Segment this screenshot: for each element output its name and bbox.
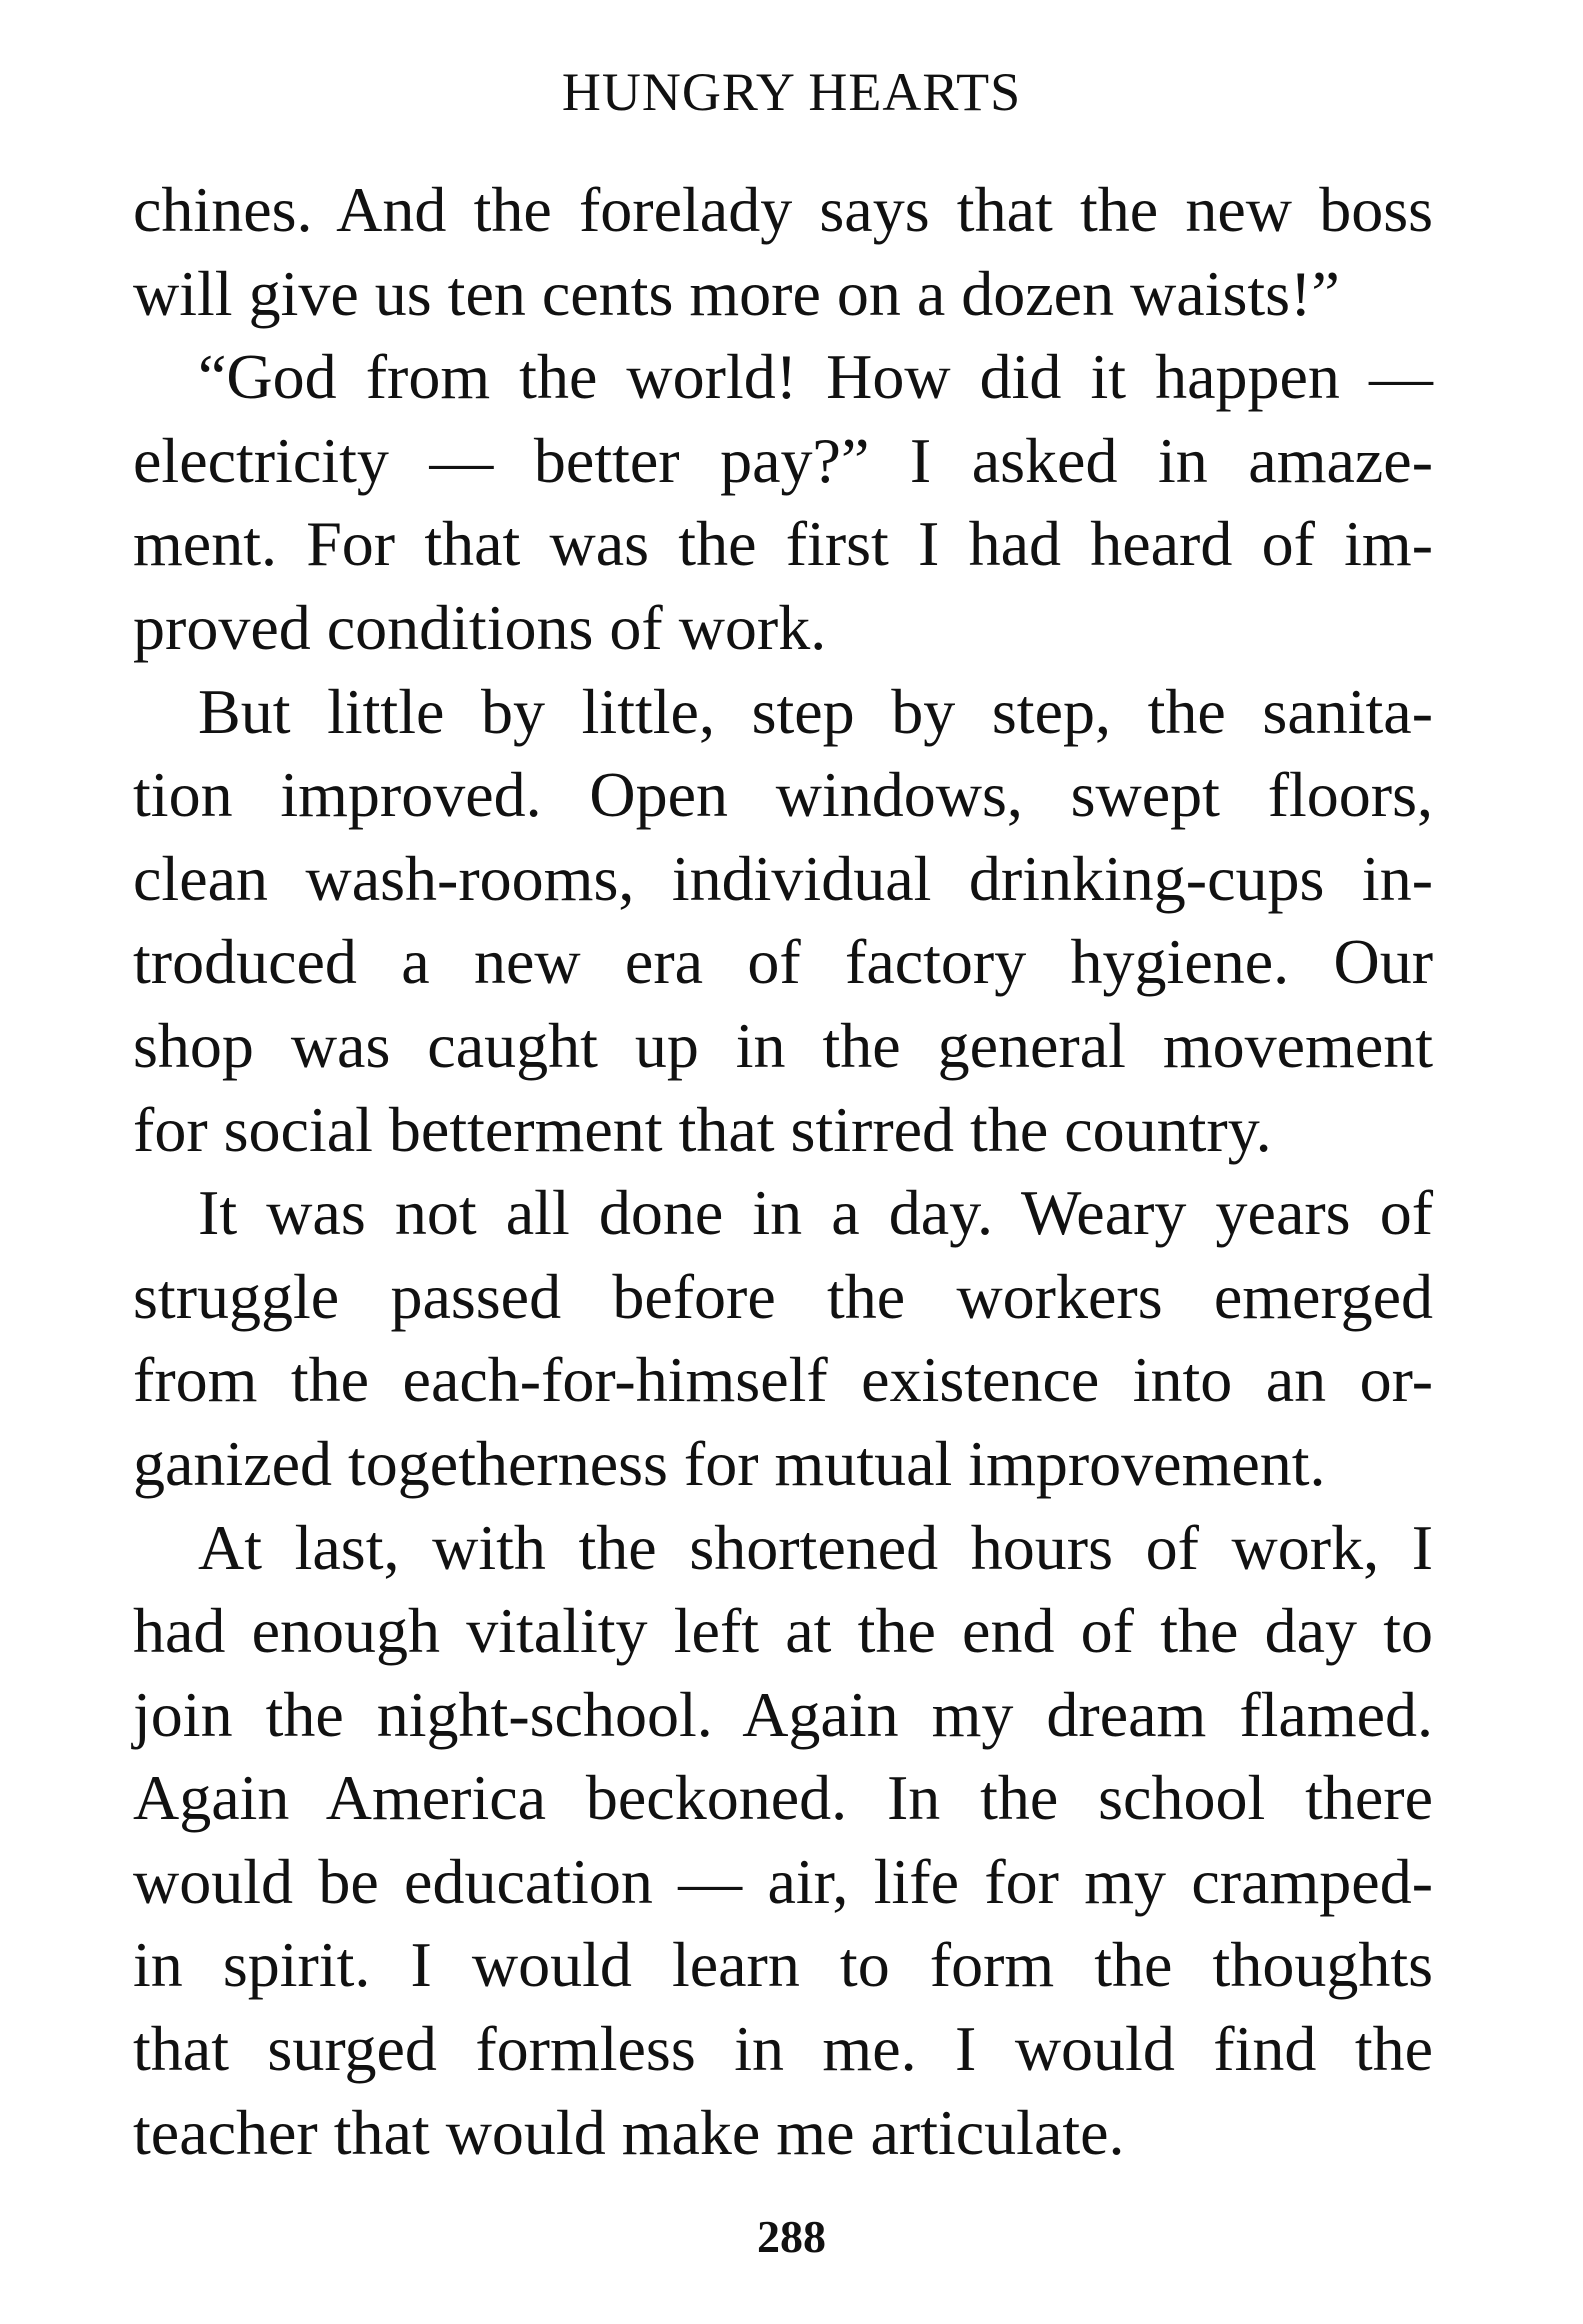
text-line: teacher that would make me articulate. (133, 2096, 1125, 2168)
body-text (133, 168, 1433, 2174)
text-line: chines. And the forelady says that the new boss (133, 174, 1433, 245)
text-line: that surged formless in me. I would find the (133, 2013, 1433, 2085)
running-head: HUNGRY HEARTS (561, 62, 1022, 122)
text-line: It was not all done in a day. Weary years of (198, 1177, 1433, 1249)
text-line: from the each-for-himself existence into an or- (133, 1344, 1433, 1416)
text-line: At last, with the shortened hours of work, I (198, 1511, 1433, 1583)
text-line: clean wash-rooms, individual drinking-cups in- (133, 842, 1433, 914)
text-line: Again America beckoned. In the school there (133, 1762, 1433, 1834)
page-number: 288 (757, 2211, 826, 2262)
text-line: ment. For that was the first I had heard of im- (133, 508, 1433, 580)
text-line: struggle passed before the workers emerged (133, 1260, 1433, 1332)
text-line: “God from the world! How did it happen — (198, 341, 1433, 413)
text-line: would be education — air, life for my cramped- (133, 1845, 1433, 1917)
text-line: troduced a new era of factory hygiene. Our (133, 926, 1433, 998)
text-line: proved conditions of work. (133, 591, 827, 663)
text-line: But little by little, step by step, the sanita- (198, 675, 1433, 747)
text-line: join the night-school. Again my dream flamed. (133, 1678, 1433, 1750)
text-line: tion improved. Open windows, swept floors, (133, 759, 1433, 831)
text-line: will give us ten cents more on a dozen waists!” (133, 257, 1340, 329)
text-line: had enough vitality left at the end of the day to (133, 1595, 1433, 1667)
text-line: ganized togetherness for mutual improvement. (133, 1427, 1326, 1499)
text-line: shop was caught up in the general movement (133, 1009, 1433, 1081)
text-line: electricity — better pay?” I asked in amaze- (133, 424, 1433, 496)
text-line: in spirit. I would learn to form the thoughts (133, 1929, 1433, 2001)
text-line: for social betterment that stirred the country. (133, 1093, 1272, 1165)
